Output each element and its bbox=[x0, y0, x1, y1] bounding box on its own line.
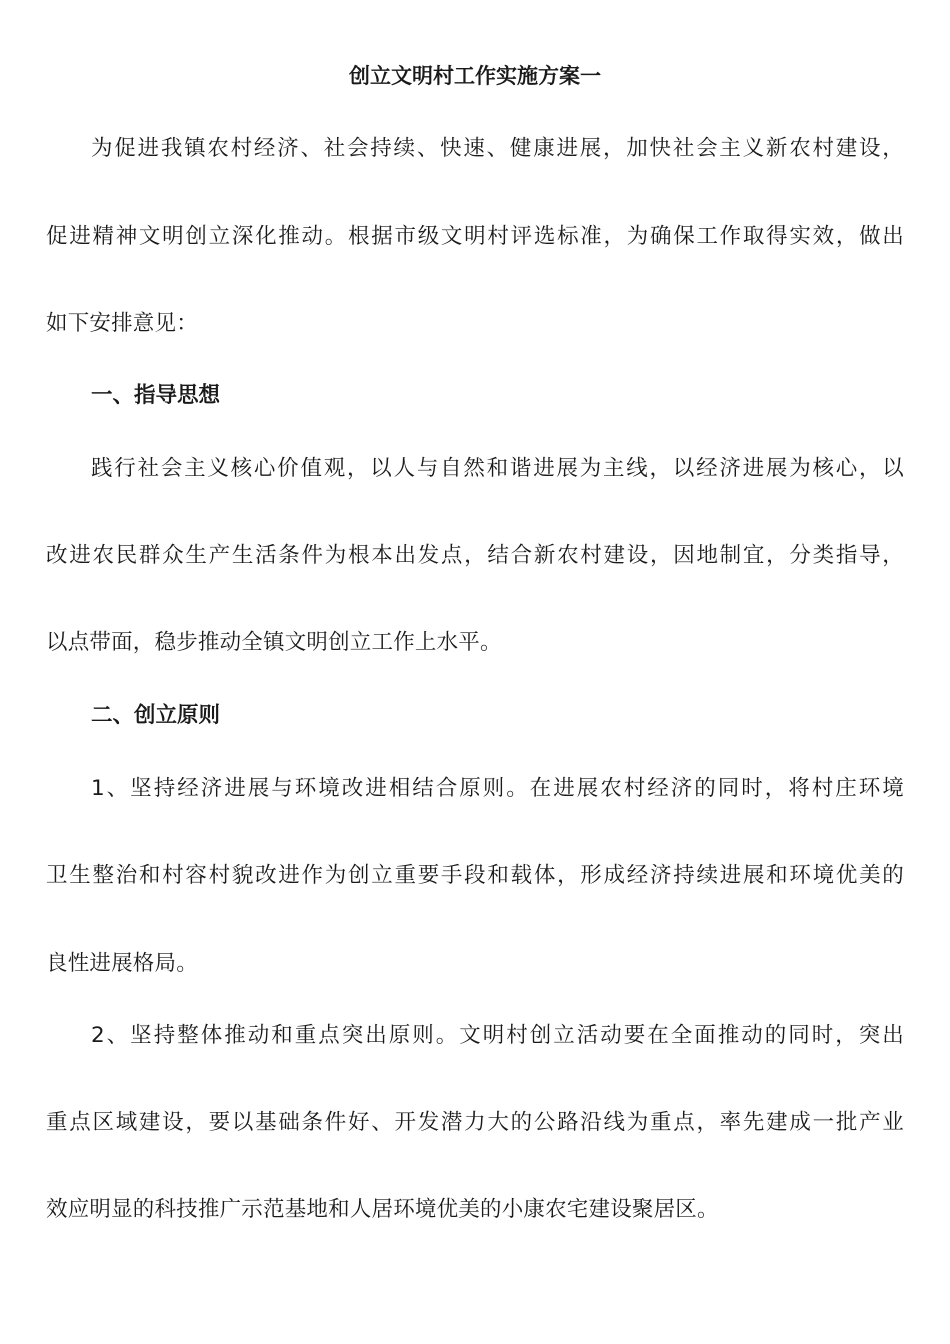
section-1-heading: 一、指导思想 bbox=[91, 383, 221, 408]
section-2-item-1-line-3: 良性进展格局。 bbox=[46, 951, 198, 976]
section-1-line-1: 践行社会主义核心价值观，以人与自然和谐进展为主线，以经济进展为核心，以 bbox=[91, 456, 904, 481]
document-title: 创立文明村工作实施方案一 bbox=[349, 64, 601, 88]
section-2-item-2-line-3: 效应明显的科技推广示范基地和人居环境优美的小康农宅建设聚居区。 bbox=[46, 1197, 719, 1222]
section-1-line-3: 以点带面，稳步推动全镇文明创立工作上水平。 bbox=[46, 630, 502, 655]
section-2-item-2-line-2: 重点区域建设，要以基础条件好、开发潜力大的公路沿线为重点，率先建成一批产业 bbox=[46, 1110, 904, 1135]
section-2-heading: 二、创立原则 bbox=[91, 703, 221, 728]
section-2-item-2-line-1: 2、坚持整体推动和重点突出原则。文明村创立活动要在全面推动的同时，突出 bbox=[91, 1023, 904, 1048]
section-1-line-2: 改进农民群众生产生活条件为根本出发点，结合新农村建设，因地制宜，分类指导， bbox=[46, 543, 904, 568]
intro-line-3: 如下安排意见： bbox=[46, 311, 198, 336]
intro-line-1: 为促进我镇农村经济、社会持续、快速、健康进展，加快社会主义新农村建设， bbox=[91, 136, 904, 161]
section-2-item-1-line-1: 1、坚持经济进展与环境改进相结合原则。在进展农村经济的同时，将村庄环境 bbox=[91, 776, 904, 801]
intro-line-2: 促进精神文明创立深化推动。根据市级文明村评选标准，为确保工作取得实效，做出 bbox=[46, 224, 904, 249]
section-2-item-1-line-2: 卫生整治和村容村貌改进作为创立重要手段和载体，形成经济持续进展和环境优美的 bbox=[46, 863, 904, 888]
